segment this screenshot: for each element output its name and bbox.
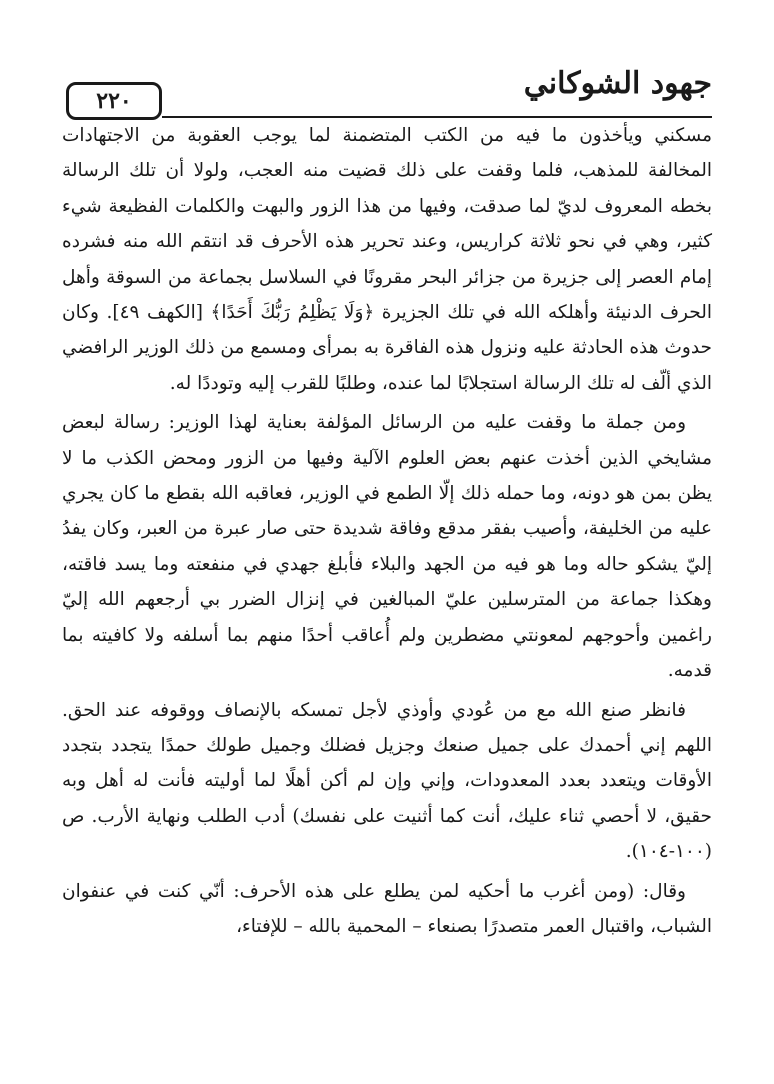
running-title: جهود الشوكاني [523, 66, 712, 101]
paragraph-2: ومن جملة ما وقفت عليه من الرسائل المؤلفة بعناية لهذا الوزير: رسالة لبعض مشايخي الذين أخذت عنهم بعض العلوم الآلية وفيها من الزور ومحض الكذب ما لا يظن بمن هو دونه، وما حمله ذلك إلّا الطمع في الوزير، فعاقبه الله بقطع ما كان يجري عليه من الخليفة، وأصيب بفقر مدقع وفاقة شديدة حتى صار عبرة من العبر، وكان يفدُ إليّ يشكو حاله وما هو فيه من الجهد والبلاء فأبلغ جهدي في منفعته وما يسد فاقته، وهكذا جماعة من المترسلين عليّ المبالغين في إنزال الضرر بي أرجعهم الله إليّ راغمين وأحوجهم لمعونتي مضطرين ولم أُعاقب أحدًا منهم بما أسلفه ولا كافيته بما قدمه. [62, 412, 712, 682]
paragraph-3: فانظر صنع الله مع من عُودي وأوذي لأجل تمسكه بالإنصاف ووقوفه عند الحق. اللهم إني أحمدك على جميل صنعك وجزيل فضلك وجميل طولك حمدًا يتجدد بتجدد الأوقات ويتعدد بعدد المعدودات، وإني وإن لم أكن أهلًا لما أوليته فأنت له أهل وبه حقيق، لا أحصي ثناء عليك، أنت كما أثنيت على نفسك) أدب الطلب ونهاية الأرب. ص (١٠٠-١٠٤). [62, 699, 712, 863]
page-number: ٢٢٠ [96, 88, 132, 114]
paragraph-4: وقال: (ومن أغرب ما أحكيه لمن يطلع على هذه الأحرف: أنّي كنت في عنفوان الشباب، واقتبال العمر متصدرًا بصنعاء – المحمية بالله – للإفتاء، [62, 880, 712, 937]
page-number-frame [66, 82, 162, 120]
body-text [62, 118, 712, 944]
paragraph-1: مسكني ويأخذون ما فيه من الكتب المتضمنة لما يوجب العقوبة من الاجتهادات المخالفة للمذهب، فلما وقفت على ذلك قضيت منه العجب، ولولا أن تلك الرسالة بخطه المعروف لديّ لما صدقت، وفيها من هذا الزور والبهت والكلمات الفظيعة شيء كثير، وهي في نحو ثلاثة كراريس، وعند تحرير هذه الأحرف قد انتقم الله منه فشرده إمام العصر إلى جزيرة من جزائر البحر مقرونًا في السلاسل بجماعة من السوقة وأهل الحرف الدنيئة وأهلكه الله في تلك الجزيرة ﴿وَلَا يَظْلِمُ رَبُّكَ أَحَدًا﴾ [الكهف ٤٩]. وكان حدوث هذه الحادثة عليه ونزول هذه الفاقرة به بمرأى ومسمع من ذلك الوزير الرافضي الذي ألّف له تلك الرسالة استجلابًا لما عنده، وطلبًا للقرب إليه وتوددًا له. [62, 125, 712, 394]
